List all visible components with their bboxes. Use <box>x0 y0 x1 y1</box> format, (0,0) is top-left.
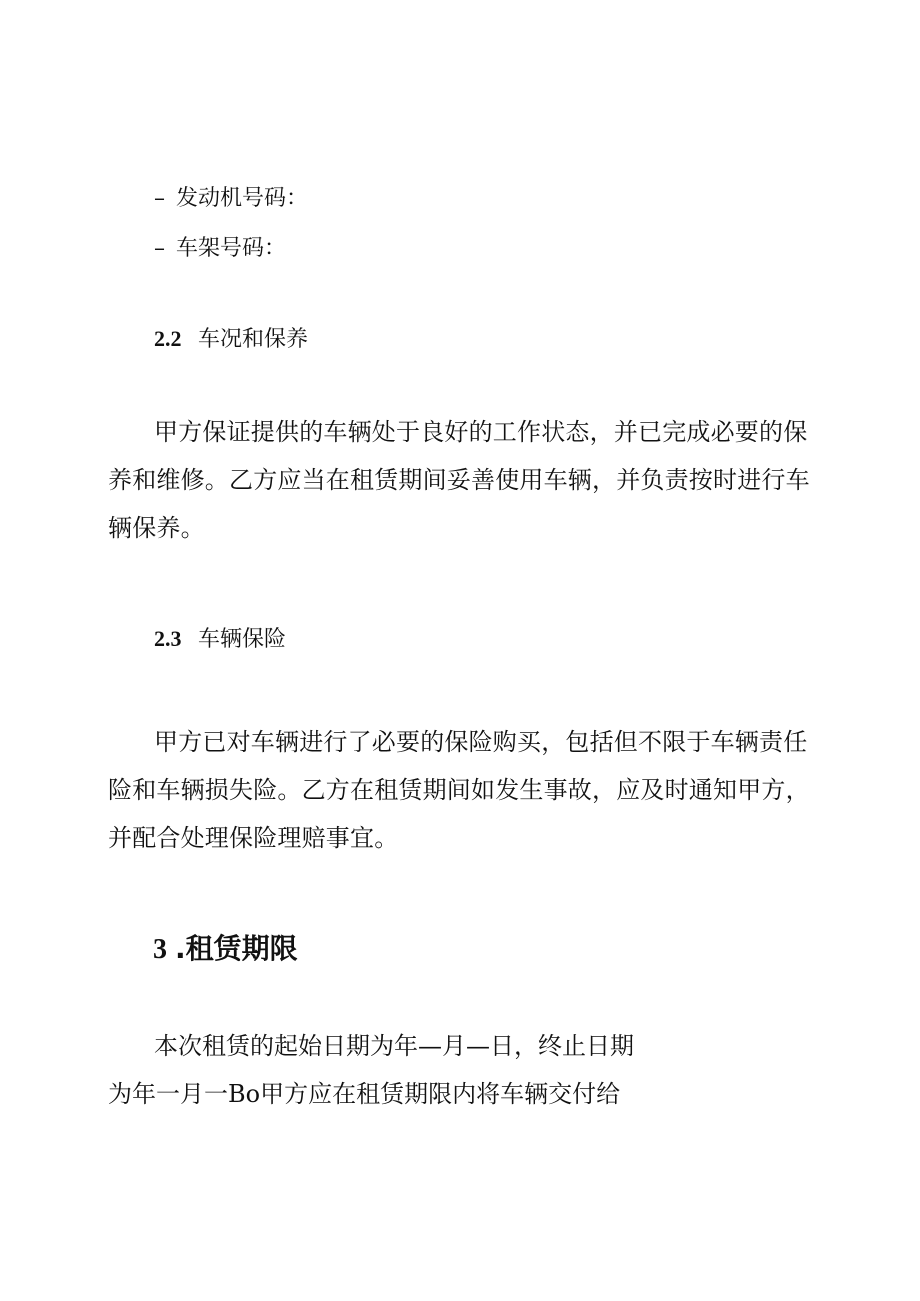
list-item-engine-number <box>154 184 308 214</box>
section-2-2-paragraph: 甲方保证提供的车辆处于良好的工作状态，并已完成必要的保养和维修。乙方应当在租赁期间妥善使用车辆，并负责按时进行车辆保养。 <box>108 418 810 542</box>
section-3-line-2: 为年一月一Bo甲方应在租赁期限内将车辆交付给 <box>108 1080 621 1108</box>
list-item-frame-number <box>154 234 286 264</box>
section-2-3-paragraph: 甲方已对车辆进行了必要的保险购买，包括但不限于车辆责任险和车辆损失险。乙方在租赁期间如发生事故，应及时通知甲方，并配合处理保险理赔事宜。 <box>108 728 810 852</box>
section-title: 车况和保养 <box>198 327 309 352</box>
section-number: 2.2 <box>154 326 182 351</box>
section-title: 车辆保险 <box>198 627 287 652</box>
section-2-2-heading <box>154 324 308 355</box>
section-title: .租赁期限 <box>175 932 298 965</box>
section-number: 2.3 <box>154 626 182 651</box>
section-2-3-heading <box>154 624 286 655</box>
list-bullet: – <box>154 186 165 211</box>
section-3-heading <box>153 931 298 968</box>
section-3-line-1: 本次租赁的起始日期为年—月—日，终止日期 <box>154 1032 634 1060</box>
list-bullet: – <box>154 236 165 261</box>
section-number: 3 <box>153 934 167 965</box>
list-item-label: 发动机号码： <box>176 186 309 211</box>
list-item-label: 车架号码： <box>176 236 287 261</box>
